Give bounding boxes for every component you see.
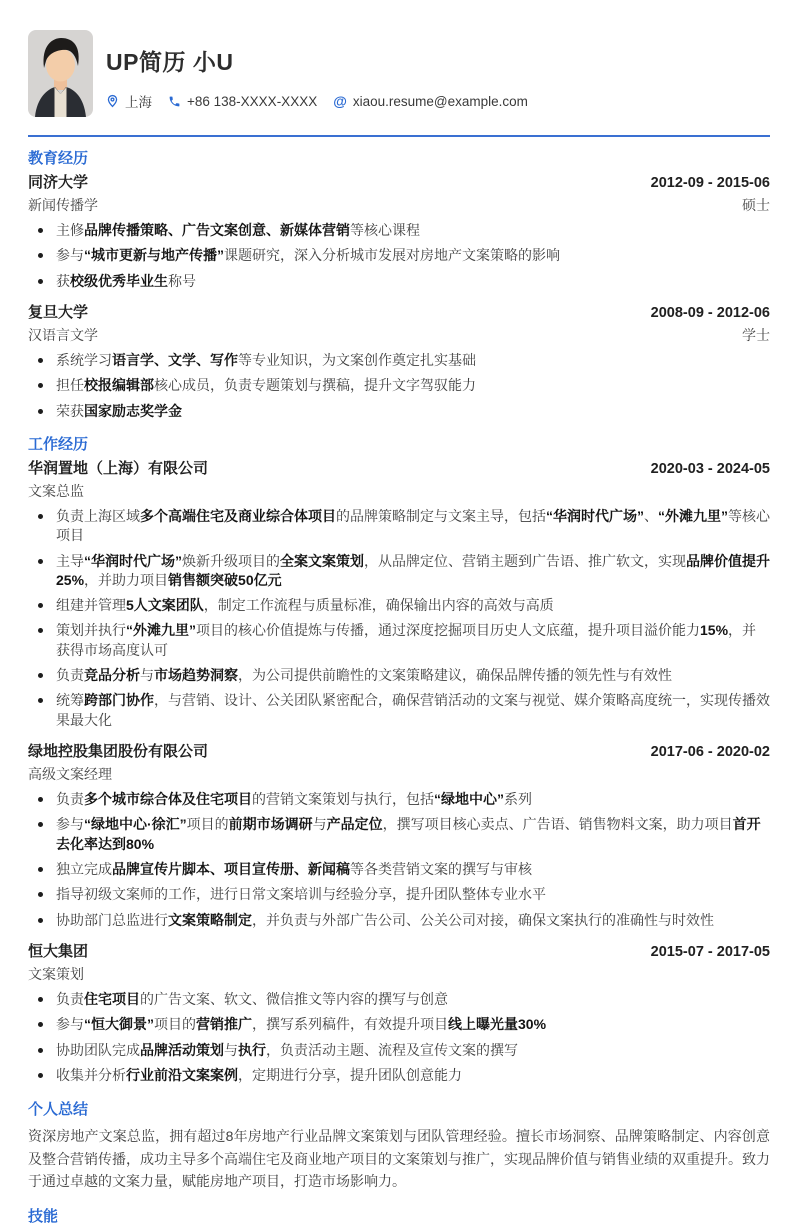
- bullet-item: [28, 1015, 770, 1034]
- entry-title: 复旦大学: [28, 303, 89, 321]
- bullet-item: [28, 596, 770, 615]
- text-segment: 负责: [56, 791, 84, 807]
- text-segment: “外滩九里”: [658, 507, 728, 524]
- text-segment: 线上曝光量30%: [448, 1016, 547, 1033]
- bullet-item: [28, 990, 770, 1009]
- entry-bullets: [28, 507, 770, 730]
- work-section: [28, 433, 770, 1085]
- summary-text: 资深房地产文案总监，拥有超过8年房地产行业品牌文案策划与团队管理经验。擅长市场洞察、品牌策略制定、内容创意及整合营销传播，成功主导多个高端住宅及商业地产项目的文案策划与推广，实现品牌价值与销售业绩的双重提升。致力于通过卓越的文案力量，赋能房地产项目，打造市场影响力。: [28, 1128, 770, 1190]
- text-segment: 市场趋势洞察: [154, 667, 238, 684]
- resume-entry: [28, 740, 770, 930]
- section-title-summary: 个人总结: [28, 1101, 89, 1119]
- contact-phone: [168, 94, 317, 109]
- text-segment: 品牌活动策划: [140, 1041, 224, 1058]
- entry-heading-row: [28, 301, 770, 322]
- phone-text: +86 138-XXXX-XXXX: [187, 93, 318, 109]
- phone-icon: [168, 95, 181, 108]
- bullet-item: [28, 1066, 770, 1085]
- text-segment: 参与: [56, 1016, 84, 1033]
- profile-photo: [28, 30, 93, 117]
- text-segment: 课题研究，深入分析城市发展对房地产文案策略的影响: [224, 247, 560, 264]
- resume-entry: [28, 457, 770, 730]
- bullet-item: [28, 621, 770, 660]
- text-segment: 主导: [56, 552, 84, 569]
- text-segment: 主修: [56, 222, 84, 238]
- text-segment: 负责: [56, 990, 84, 1007]
- text-segment: ，撰写项目核心卖点、广告语、销售物料文案，助力项目: [382, 816, 733, 833]
- entry-degree: 学士: [742, 326, 770, 343]
- entry-bullets: [28, 790, 770, 930]
- section-title-education: 教育经历: [28, 150, 89, 167]
- entry-subtitle-row: [28, 764, 770, 784]
- bullet-item: [28, 351, 770, 370]
- section-title-skills: 技能: [28, 1208, 59, 1226]
- bullet-item: [28, 376, 770, 395]
- entry-heading-row: [28, 740, 770, 761]
- text-segment: ，与营销、设计、公关团队紧密配合，确保营销活动的文案与视觉、媒介策略高度统一，实现传播效果最大化: [56, 692, 770, 728]
- contact-location: [106, 91, 152, 111]
- text-segment: 系统学习: [56, 351, 112, 368]
- bullet-item: [28, 691, 770, 730]
- resume-entry: [28, 301, 770, 421]
- bullet-item: [28, 911, 770, 930]
- text-segment: 校报编辑部: [84, 377, 154, 394]
- text-segment: 焕新升级项目的: [182, 552, 280, 569]
- text-segment: 营销推广: [196, 1016, 252, 1033]
- bullet-item: [28, 246, 770, 265]
- entry-bullets: [28, 990, 770, 1085]
- text-segment: 等核心课程: [350, 222, 420, 238]
- text-segment: 参与: [56, 247, 84, 264]
- text-segment: 语言学、文学、写作: [112, 351, 238, 368]
- bullet-item: [28, 272, 770, 291]
- text-segment: 与: [140, 667, 154, 684]
- entry-date: 2020-03 - 2024-05: [650, 460, 770, 477]
- text-segment: 统筹: [56, 692, 84, 709]
- bullet-item: [28, 552, 770, 591]
- bullet-item: [28, 402, 770, 421]
- entry-date: 2017-06 - 2020-02: [650, 744, 770, 760]
- education-section: [28, 147, 770, 421]
- text-segment: 跨部门协作: [84, 692, 154, 709]
- resume-entry: [28, 171, 770, 291]
- text-segment: 15%: [700, 622, 729, 639]
- text-segment: 核心成员，负责专题策划与撰稿，提升文字驾驭能力: [154, 377, 476, 394]
- text-segment: “外滩九里”: [126, 622, 196, 639]
- text-segment: 组建并管理: [56, 597, 126, 614]
- contact-row: [106, 91, 528, 111]
- entry-subtitle: 高级文案经理: [28, 766, 112, 782]
- text-segment: 、: [644, 507, 658, 524]
- entry-title: 华润置地（上海）有限公司: [28, 459, 209, 477]
- text-segment: “城市更新与地产传播”: [84, 247, 224, 264]
- entry-title: 绿地控股集团股份有限公司: [28, 743, 209, 760]
- text-segment: 称号: [168, 272, 196, 289]
- text-segment: 产品定位: [326, 816, 383, 833]
- entry-subtitle: 文案策划: [28, 965, 84, 982]
- entry-title: 恒大集团: [28, 942, 89, 960]
- text-segment: 获: [56, 272, 70, 289]
- text-segment: 前期市场调研: [228, 816, 313, 833]
- text-segment: 执行: [238, 1041, 266, 1058]
- text-segment: 国家励志奖学金: [84, 402, 182, 419]
- entry-heading-row: [28, 940, 770, 961]
- bullet-item: [28, 1041, 770, 1060]
- text-segment: 负责上海区域: [56, 507, 140, 524]
- education-entries: [28, 171, 770, 421]
- text-segment: 等核心项目: [56, 507, 770, 544]
- text-segment: 销售额突破50亿元: [168, 571, 282, 588]
- entry-subtitle: 文案总监: [28, 482, 84, 499]
- text-segment: 多个城市综合体及住宅项目: [84, 791, 252, 807]
- text-segment: 品牌宣传片脚本、项目宣传册、新闻稿: [112, 860, 350, 877]
- contact-email: [333, 93, 528, 109]
- entry-subtitle-row: [28, 195, 770, 215]
- entry-title: 同济大学: [28, 174, 89, 191]
- text-segment: 行业前沿文案案例: [126, 1066, 238, 1083]
- bullet-item: [28, 507, 770, 546]
- header-text-block: [106, 30, 528, 117]
- text-segment: 多个高端住宅及商业综合体项目: [140, 507, 336, 524]
- entry-subtitle-row: [28, 481, 770, 501]
- resume-entry: [28, 940, 770, 1085]
- text-segment: 等专业知识，为文案创作奠定扎实基础: [238, 351, 476, 368]
- entry-heading-row: [28, 457, 770, 478]
- text-segment: 项目的核心价值提炼与传播，通过深度挖掘项目历史人文底蕴，提升项目溢价能力: [196, 622, 700, 639]
- text-segment: 指导初级文案师的工作，进行日常文案培训与经验分享，提升团队整体专业水平: [56, 886, 546, 903]
- text-segment: 的品牌策略制定与文案主导，包括: [336, 507, 546, 524]
- bullet-item: [28, 815, 770, 854]
- bullet-item: [28, 666, 770, 685]
- text-segment: 等各类营销文案的撰写与审核: [350, 860, 532, 877]
- entry-date: 2012-09 - 2015-06: [650, 175, 770, 191]
- text-segment: 担任: [56, 377, 84, 394]
- entry-subtitle-row: [28, 325, 770, 345]
- bullet-item: [28, 885, 770, 904]
- bullet-item: [28, 221, 770, 240]
- text-segment: ，制定工作流程与质量标准，确保输出内容的高效与高质: [203, 597, 554, 614]
- text-segment: ，从品牌定位、营销主题到广告语、推广软文，实现: [364, 552, 686, 569]
- bullet-item: [28, 860, 770, 879]
- text-segment: 文案策略制定: [168, 911, 252, 928]
- text-segment: 项目的: [186, 816, 229, 833]
- text-segment: 品牌传播策略、广告文案创意、新媒体营销: [84, 222, 350, 238]
- text-segment: “华润时代广场”: [84, 552, 182, 569]
- text-segment: 与: [224, 1041, 238, 1058]
- text-segment: ，并助力项目: [84, 571, 169, 588]
- text-segment: ，撰写系列稿件，有效提升项目: [252, 1016, 448, 1033]
- text-segment: 参与: [56, 816, 84, 833]
- text-segment: “华润时代广场”: [546, 507, 644, 524]
- summary-section: [28, 1098, 770, 1193]
- text-segment: 竞品分析: [84, 667, 140, 684]
- text-segment: 校级优秀毕业生: [70, 272, 168, 289]
- entry-date: 2008-09 - 2012-06: [650, 304, 770, 321]
- entry-subtitle: 新闻传播学: [28, 197, 98, 213]
- text-segment: ，为公司提供前瞻性的文案策略建议，确保品牌传播的领先性与有效性: [238, 667, 672, 684]
- text-segment: 负责: [56, 667, 84, 684]
- text-segment: “绿地中心”: [434, 791, 504, 807]
- text-segment: ，定期进行分享，提升团队创意能力: [238, 1066, 462, 1083]
- skills-section: [28, 1205, 770, 1226]
- text-segment: ，并负责与外部广告公司、公关公司对接，确保文案执行的准确性与时效性: [252, 911, 714, 928]
- text-segment: 协助团队完成: [56, 1041, 140, 1058]
- text-segment: ，并获得市场高度认可: [56, 622, 757, 658]
- text-segment: 首开去化率达到80%: [56, 816, 761, 852]
- text-segment: 5人文案团队: [126, 597, 204, 614]
- text-segment: 协助部门总监进行: [56, 911, 168, 928]
- location-pin-icon: [106, 94, 119, 108]
- entry-degree: 硕士: [742, 197, 770, 213]
- entry-bullets: [28, 221, 770, 291]
- text-segment: 项目的: [154, 1016, 196, 1033]
- text-segment: 全案文案策划: [280, 552, 364, 569]
- text-segment: 住宅项目: [84, 990, 140, 1007]
- text-segment: 的营销文案策划与执行，包括: [252, 791, 434, 807]
- text-segment: 系列: [504, 791, 532, 807]
- email-text: xiaou.resume@example.com: [352, 93, 528, 109]
- resume-header: [28, 30, 770, 117]
- entry-subtitle: 汉语言文学: [28, 326, 98, 343]
- text-segment: 独立完成: [56, 860, 112, 877]
- at-sign-icon: @: [333, 93, 347, 109]
- bullet-item: [28, 790, 770, 809]
- entry-heading-row: [28, 171, 770, 192]
- text-segment: 的广告文案、软文、微信推文等内容的撰写与创意: [140, 990, 448, 1007]
- text-segment: 与: [312, 816, 327, 833]
- header-divider: [28, 135, 770, 137]
- entry-subtitle-row: [28, 964, 770, 984]
- text-segment: 荣获: [56, 402, 84, 419]
- work-entries: [28, 457, 770, 1085]
- section-title-work: 工作经历: [28, 435, 89, 453]
- text-segment: 策划并执行: [56, 622, 126, 639]
- entry-date: 2015-07 - 2017-05: [650, 943, 770, 960]
- text-segment: “恒大御景”: [84, 1016, 154, 1033]
- profile-photo-illustration: [28, 30, 93, 117]
- location-text: 上海: [125, 95, 152, 110]
- candidate-name: UP简历 小U: [106, 49, 234, 75]
- text-segment: 收集并分析: [56, 1066, 126, 1083]
- text-segment: ，负责活动主题、流程及宣传文案的撰写: [266, 1041, 518, 1058]
- text-segment: 品牌价值提升25%: [56, 552, 770, 588]
- text-segment: “绿地中心·徐汇”: [84, 816, 187, 833]
- entry-bullets: [28, 351, 770, 421]
